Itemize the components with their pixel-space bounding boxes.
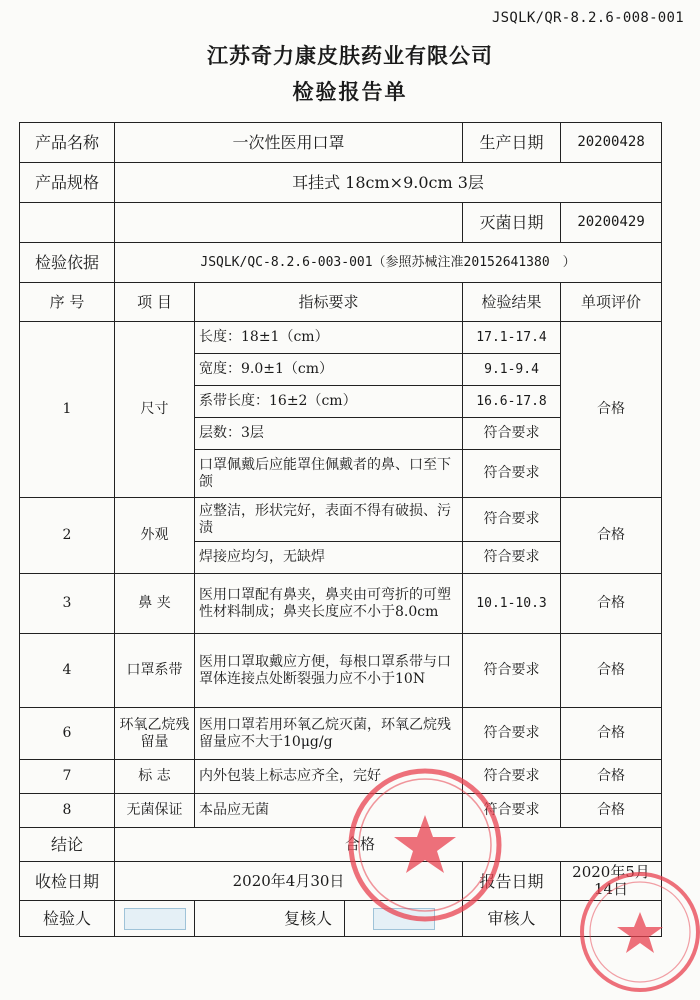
row-number: 2 <box>20 498 115 574</box>
basis-value: JSQLK/QC-8.2.6-003-001（参照苏械注准20152641380 ） <box>115 243 662 283</box>
receive-date-label: 收检日期 <box>20 862 115 901</box>
product-name-label: 产品名称 <box>20 123 115 163</box>
row-evaluation: 合格 <box>561 794 662 828</box>
report-date-label: 报告日期 <box>463 862 561 901</box>
row-standard: 医用口罩若用环氧乙烷灭菌，环氧乙烷残留量应不大于10μg/g <box>195 708 463 760</box>
row-standard: 系带长度：16±2（cm） <box>195 386 463 418</box>
row-result: 9.1-9.4 <box>463 354 561 386</box>
report-title: 检验报告单 <box>292 80 408 104</box>
row-item: 尺寸 <box>115 322 195 498</box>
sterilization-date-row <box>20 203 662 243</box>
production-date-value: 20200428 <box>561 123 662 163</box>
row-number: 4 <box>20 634 115 708</box>
company-name: 江苏奇力康皮肤药业有限公司 <box>207 44 493 68</box>
inspector-label: 检验人 <box>20 901 115 937</box>
document-number: JSQLK/QR-8.2.6-008-001 <box>491 10 684 26</box>
blank-cell <box>115 203 463 243</box>
row-item: 口罩系带 <box>115 634 195 708</box>
approver-signature <box>561 901 662 937</box>
table-row <box>20 498 662 542</box>
product-name-value: 一次性医用口罩 <box>115 123 463 163</box>
table-row <box>20 794 662 828</box>
basis-row <box>20 243 662 283</box>
conclusion-label: 结论 <box>20 828 115 862</box>
reviewer-signature <box>345 901 463 937</box>
row-result: 符合要求 <box>463 794 561 828</box>
header-standard: 指标要求 <box>195 283 463 322</box>
row-standard: 内外包装上标志应齐全，完好 <box>195 760 463 794</box>
row-result: 符合要求 <box>463 708 561 760</box>
header-item: 项 目 <box>115 283 195 322</box>
row-result: 16.6-17.8 <box>463 386 561 418</box>
row-number: 8 <box>20 794 115 828</box>
spec-row <box>20 163 662 203</box>
basis-label: 检验依据 <box>20 243 115 283</box>
row-result: 17.1-17.4 <box>463 322 561 354</box>
row-item: 外观 <box>115 498 195 574</box>
row-evaluation: 合格 <box>561 708 662 760</box>
header-no: 序 号 <box>20 283 115 322</box>
reviewer-label: 复核人 <box>195 901 345 937</box>
reviewer-signature-stamp <box>373 908 435 930</box>
row-result: 符合要求 <box>463 418 561 450</box>
receive-date-value: 2020年4月30日 <box>115 862 463 901</box>
row-item: 鼻 夹 <box>115 574 195 634</box>
row-result: 10.1-10.3 <box>463 574 561 634</box>
sterilization-date-value: 20200429 <box>561 203 662 243</box>
column-header-row <box>20 283 662 322</box>
row-result: 符合要求 <box>463 542 561 574</box>
row-evaluation: 合格 <box>561 574 662 634</box>
product-name-row <box>20 123 662 163</box>
row-standard: 本品应无菌 <box>195 794 463 828</box>
row-item: 环氧乙烷残留量 <box>115 708 195 760</box>
row-result: 符合要求 <box>463 498 561 542</box>
row-standard: 层数：3层 <box>195 418 463 450</box>
row-item: 标 志 <box>115 760 195 794</box>
spec-label: 产品规格 <box>20 163 115 203</box>
table-row <box>20 322 662 354</box>
table-row <box>20 708 662 760</box>
row-item: 无菌保证 <box>115 794 195 828</box>
table-row <box>20 634 662 708</box>
row-result: 符合要求 <box>463 450 561 498</box>
table-row <box>20 574 662 634</box>
row-standard: 医用口罩配有鼻夹，鼻夹由可弯折的可塑性材料制成；鼻夹长度应不小于8.0cm <box>195 574 463 634</box>
row-evaluation: 合格 <box>561 498 662 574</box>
report-date-value: 2020年5月14日 <box>561 862 662 901</box>
row-standard: 宽度：9.0±1（cm） <box>195 354 463 386</box>
header-result: 检验结果 <box>463 283 561 322</box>
inspection-report-table <box>19 122 662 937</box>
blank-cell <box>20 203 115 243</box>
row-evaluation: 合格 <box>561 634 662 708</box>
row-standard: 医用口罩取戴应方便，每根口罩系带与口罩体连接点处断裂强力应不小于10N <box>195 634 463 708</box>
row-number: 7 <box>20 760 115 794</box>
sterilization-date-label: 灭菌日期 <box>463 203 561 243</box>
conclusion-row <box>20 828 662 862</box>
row-standard: 焊接应均匀，无缺焊 <box>195 542 463 574</box>
row-evaluation: 合格 <box>561 760 662 794</box>
header-evaluation: 单项评价 <box>561 283 662 322</box>
inspector-signature-stamp <box>124 908 186 930</box>
production-date-label: 生产日期 <box>463 123 561 163</box>
inspector-signature <box>115 901 195 937</box>
approver-label: 审核人 <box>463 901 561 937</box>
row-number: 6 <box>20 708 115 760</box>
row-result: 符合要求 <box>463 760 561 794</box>
signature-row <box>20 901 662 937</box>
row-number: 3 <box>20 574 115 634</box>
dates-row <box>20 862 662 901</box>
row-standard: 应整洁，形状完好，表面不得有破损、污渍 <box>195 498 463 542</box>
row-standard: 长度：18±1（cm） <box>195 322 463 354</box>
conclusion-value: 合格 <box>115 828 662 862</box>
spec-value: 耳挂式 18cm×9.0cm 3层 <box>115 163 662 203</box>
table-row <box>20 760 662 794</box>
row-standard: 口罩佩戴后应能罩住佩戴者的鼻、口至下颌 <box>195 450 463 498</box>
row-evaluation: 合格 <box>561 322 662 498</box>
row-result: 符合要求 <box>463 634 561 708</box>
row-number: 1 <box>20 322 115 498</box>
